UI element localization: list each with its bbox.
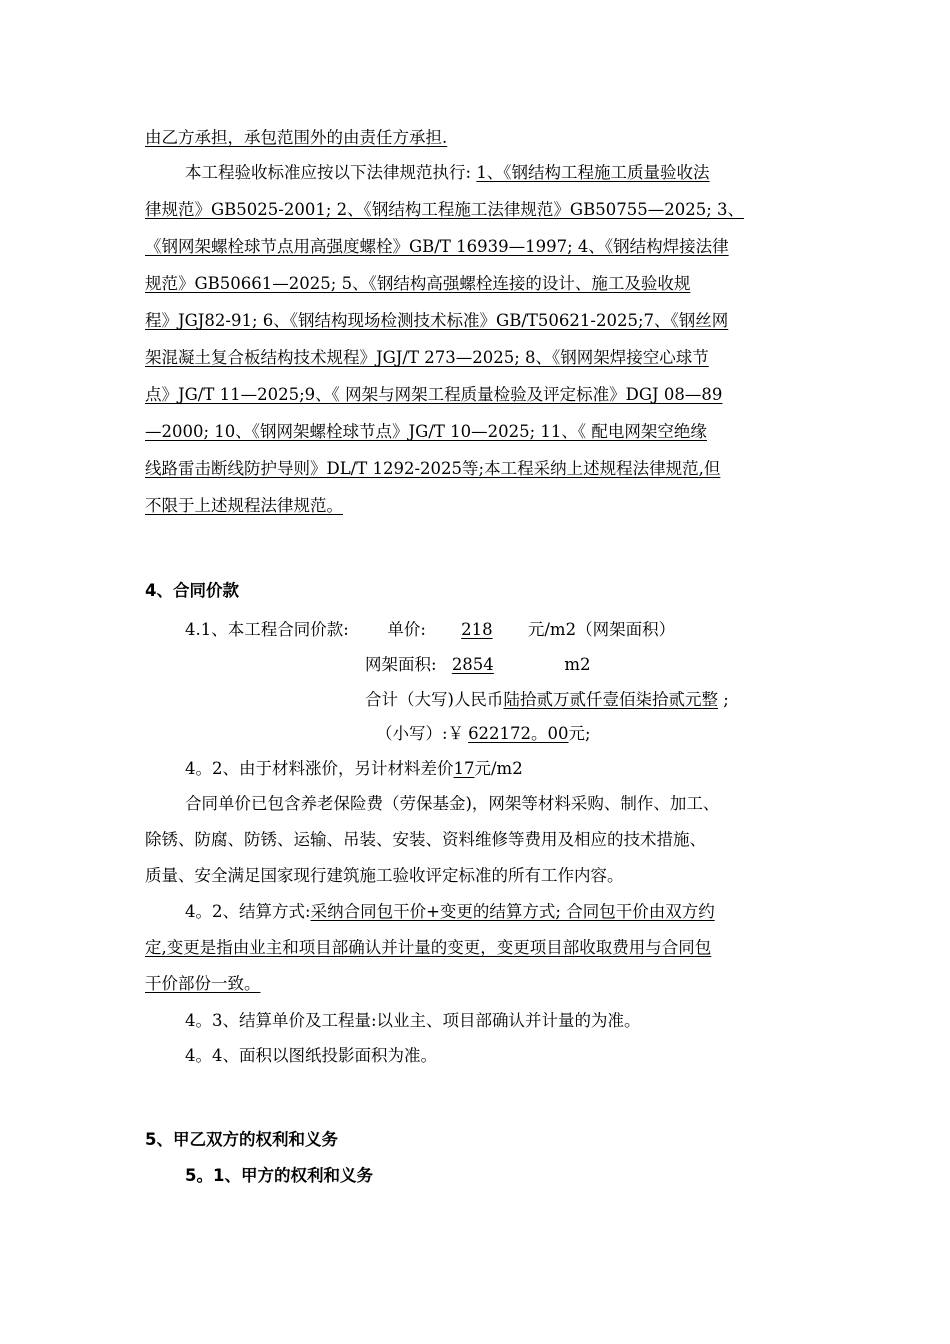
settlement-text-1: 采纳合同包干价+变更的结算方式; 合同包干价由双方约	[310, 902, 715, 921]
total-upper-line	[365, 689, 729, 711]
standards-line-3: 《钢网架螺栓球节点用高强度螺栓》GB/T 16939—1997; 4、《钢结构焊接法律	[145, 237, 729, 256]
settlement-prefix: 4。2、结算方式:	[185, 902, 311, 921]
area-unit: m2	[564, 655, 591, 674]
price-includes-line-2: 除锈、防腐、防锈、运输、吊装、安装、资料维修等费用及相应的技术措施、	[145, 830, 706, 849]
total-upper-value: 陆拾贰万贰仟壹佰柒拾贰元整	[503, 690, 718, 709]
standards-intro: 本工程验收标准应按以下法律规范执行:	[185, 163, 477, 182]
settlement-line-1	[185, 901, 715, 923]
unit-price-unit: 元/m2（网架面积）	[527, 620, 676, 639]
standards-line-2: 律规范》GB5025-2001; 2、《钢结构工程施工法律规范》GB50755—2025; 3、	[145, 200, 745, 219]
standards-text: 1、《钢结构工程施工质量验收法	[476, 163, 710, 182]
standards-line-5: 程》JGJ82-91; 6、《钢结构现场检测技术标准》GB/T50621-2025;7、《钢丝网	[145, 311, 729, 330]
material-price-value: 17	[453, 759, 475, 778]
standards-line-4: 规范》GB50661—2025; 5、《钢结构高强螺栓连接的设计、施工及验收规	[145, 274, 691, 293]
section-4-heading: 4、合同价款	[145, 581, 239, 600]
price-includes-line-3: 质量、安全满足国家现行建筑施工验收评定标准的所有工作内容。	[145, 866, 624, 885]
standards-line-9: 线路雷击断线防护导则》DL/T 1292-2025等;本工程采纳上述规程法律规范,但	[145, 459, 721, 478]
area-value: 2854	[451, 655, 494, 674]
contract-price-label: 4.1、本工程合同价款:	[185, 620, 349, 639]
settlement-quantity-line: 4。3、结算单价及工程量:以业主、项目部确认并计量的为准。	[185, 1011, 641, 1030]
total-lower-label: （小写）:￥	[376, 724, 465, 743]
standards-line-7: 点》JG/T 11—2025;9、《 网架与网架工程质量检验及评定标准》DGJ 08—89	[145, 385, 723, 404]
settlement-line-3: 干价部份一致。	[145, 974, 261, 993]
total-upper-end: ;	[723, 690, 729, 709]
total-lower-value: 622172。00	[468, 724, 569, 743]
section-5-heading: 5、甲乙双方的权利和义务	[145, 1130, 338, 1149]
section-5-1-heading: 5。1、甲方的权利和义务	[185, 1166, 373, 1185]
price-includes-line-1: 合同单价已包含养老保险费（劳保基金)，网架等材料采购、制作、加工、	[185, 794, 720, 813]
material-price-line	[185, 758, 523, 780]
area-projection-line: 4。4、面积以图纸投影面积为准。	[185, 1046, 437, 1065]
standards-line-1	[185, 162, 710, 184]
standards-line-6: 架混凝土复合板结构技术规程》JGJ/T 273—2025; 8、《钢网架焊接空心球节	[145, 348, 709, 367]
area-label: 网架面积:	[365, 655, 437, 674]
material-price-prefix: 4。2、由于材料涨价，另计材料差价	[185, 759, 454, 778]
area-line	[365, 654, 590, 676]
total-lower-unit: 元;	[568, 724, 591, 743]
unit-price-label: 单价:	[387, 620, 426, 639]
standards-line-10: 不限于上述规程法律规范。	[145, 496, 343, 515]
standards-line-8: —2000; 10、《钢网架螺栓球节点》JG/T 10—2025; 11、《 配电网架空绝缘	[145, 422, 707, 441]
contract-price-line	[185, 619, 675, 641]
paragraph-continuation: 由乙方承担，承包范围外的由责任方承担.	[145, 128, 448, 147]
settlement-line-2: 定,变更是指由业主和项目部确认并计量的变更，变更项目部收取费用与合同包	[145, 938, 712, 957]
unit-price-value: 218	[461, 620, 493, 639]
total-lower-line	[376, 723, 591, 745]
total-upper-label: 合计（大写)人民币	[365, 690, 504, 709]
material-price-unit: 元/m2	[474, 759, 523, 778]
